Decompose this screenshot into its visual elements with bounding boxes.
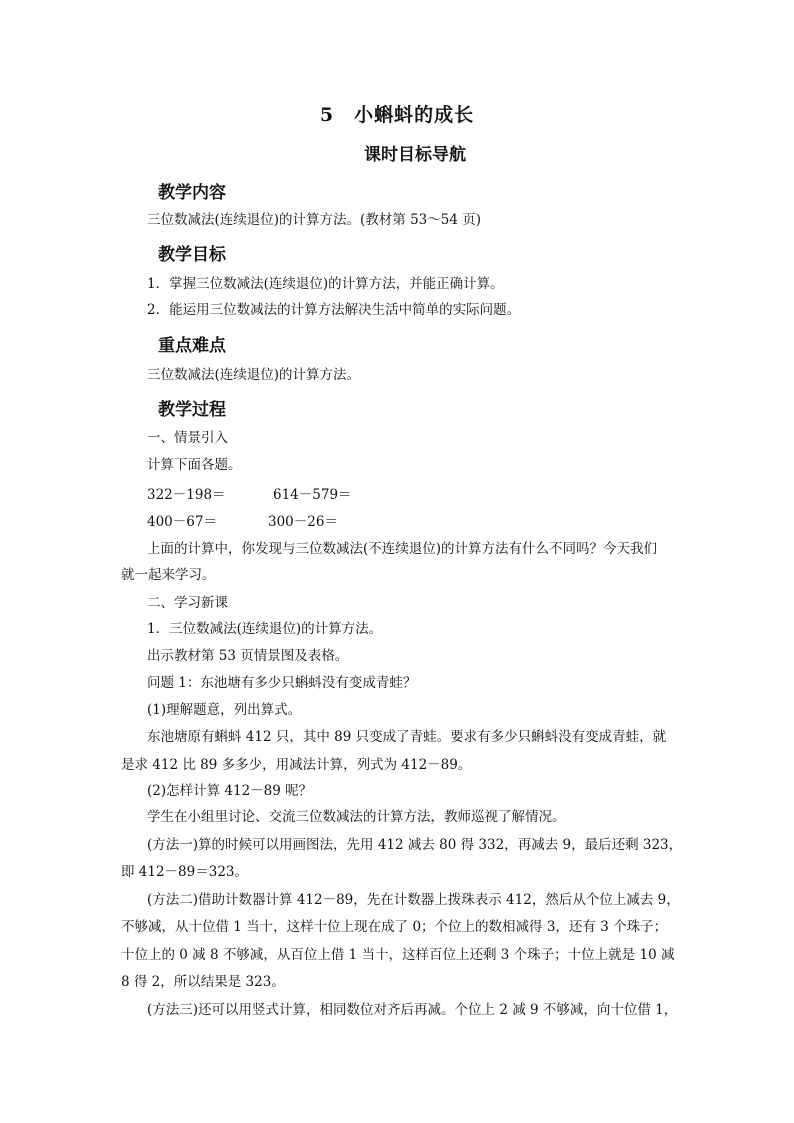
part2-title: 二、学习新课 bbox=[147, 595, 228, 611]
method2-line3: 十位上的 0 减 8 不够减，从百位上借 1 当十，这样百位上还剩 3 个珠子；十位上就是 10 减 bbox=[121, 947, 675, 963]
part1-title: 一、情景引入 bbox=[147, 430, 228, 446]
part2-item1: 1．三位数减法(连续退位)的计算方法。 bbox=[147, 621, 383, 637]
goal-2: 2．能运用三位数减法的计算方法解决生活中简单的实际问题。 bbox=[147, 302, 521, 318]
lesson-subtitle: 课时目标导航 bbox=[364, 145, 466, 165]
heading-key-points: 重点难点 bbox=[158, 336, 226, 356]
step-1: (1)理解题意，列出算式。 bbox=[147, 702, 302, 718]
question-1: 问题 1：东池塘有多少只蝌蚪没有变成青蛙？ bbox=[147, 675, 417, 691]
equation-1: 322－198＝ bbox=[147, 487, 226, 503]
part1-paragraph-line1: 上面的计算中，你发现与三位数减法(不连续退位)的计算方法有什么不同吗？今天我们 bbox=[147, 541, 658, 557]
method3-line1: (方法三)还可以用竖式计算，相同数位对齐后再减。个位上 2 减 9 不够减，向十位借 1， bbox=[147, 1002, 678, 1018]
key-points-text: 三位数减法(连续退位)的计算方法。 bbox=[147, 367, 361, 383]
heading-teaching-goals: 教学目标 bbox=[158, 245, 226, 265]
method2-line1: (方法二)借助计数器计算 412－89，先在计数器上拨珠表示 412，然后从个位上减去 9， bbox=[147, 892, 680, 908]
part2-show-material: 出示教材第 53 页情景图及表格。 bbox=[147, 648, 349, 664]
equation-4: 300－26＝ bbox=[268, 514, 338, 530]
equation-3: 400－67＝ bbox=[147, 514, 217, 530]
method2-line4: 8 得 2，所以结果是 323。 bbox=[121, 974, 285, 990]
step2-paragraph: 学生在小组里讨论、交流三位数减法的计算方法，教师巡视了解情况。 bbox=[147, 809, 566, 825]
teaching-content-text: 三位数减法(连续退位)的计算方法。(教材第 53～54 页) bbox=[147, 212, 482, 228]
heading-teaching-process: 教学过程 bbox=[158, 400, 226, 420]
goal-1: 1．掌握三位数减法(连续退位)的计算方法，并能正确计算。 bbox=[147, 276, 504, 292]
heading-teaching-content: 教学内容 bbox=[158, 183, 226, 203]
step1-paragraph-line1: 东池塘原有蝌蚪 412 只，其中 89 只变成了青蛙。要求有多少只蝌蚪没有变成青蛙，就 bbox=[147, 729, 667, 745]
equation-2: 614－579＝ bbox=[273, 487, 352, 503]
step-2: (2)怎样计算 412－89 呢？ bbox=[147, 783, 313, 799]
part1-line1: 计算下面各题。 bbox=[147, 457, 242, 473]
method1-line1: (方法一)算的时候可以用画图法，先用 412 减去 80 得 332，再减去 9，最后还剩 323， bbox=[147, 837, 683, 853]
method1-line2: 即 412－89＝323。 bbox=[121, 864, 249, 880]
part1-paragraph-line2: 就一起来学习。 bbox=[121, 567, 216, 583]
lesson-title: 5 小蝌蚪的成长 bbox=[319, 104, 475, 126]
step1-paragraph-line2: 是求 412 比 89 多多少，用减法计算，列式为 412－89。 bbox=[121, 757, 472, 773]
method2-line2: 不够减，从十位借 1 当十，这样十位上现在成了 0；个位上的数相减得 3，还有 3 个珠子； bbox=[121, 919, 668, 935]
